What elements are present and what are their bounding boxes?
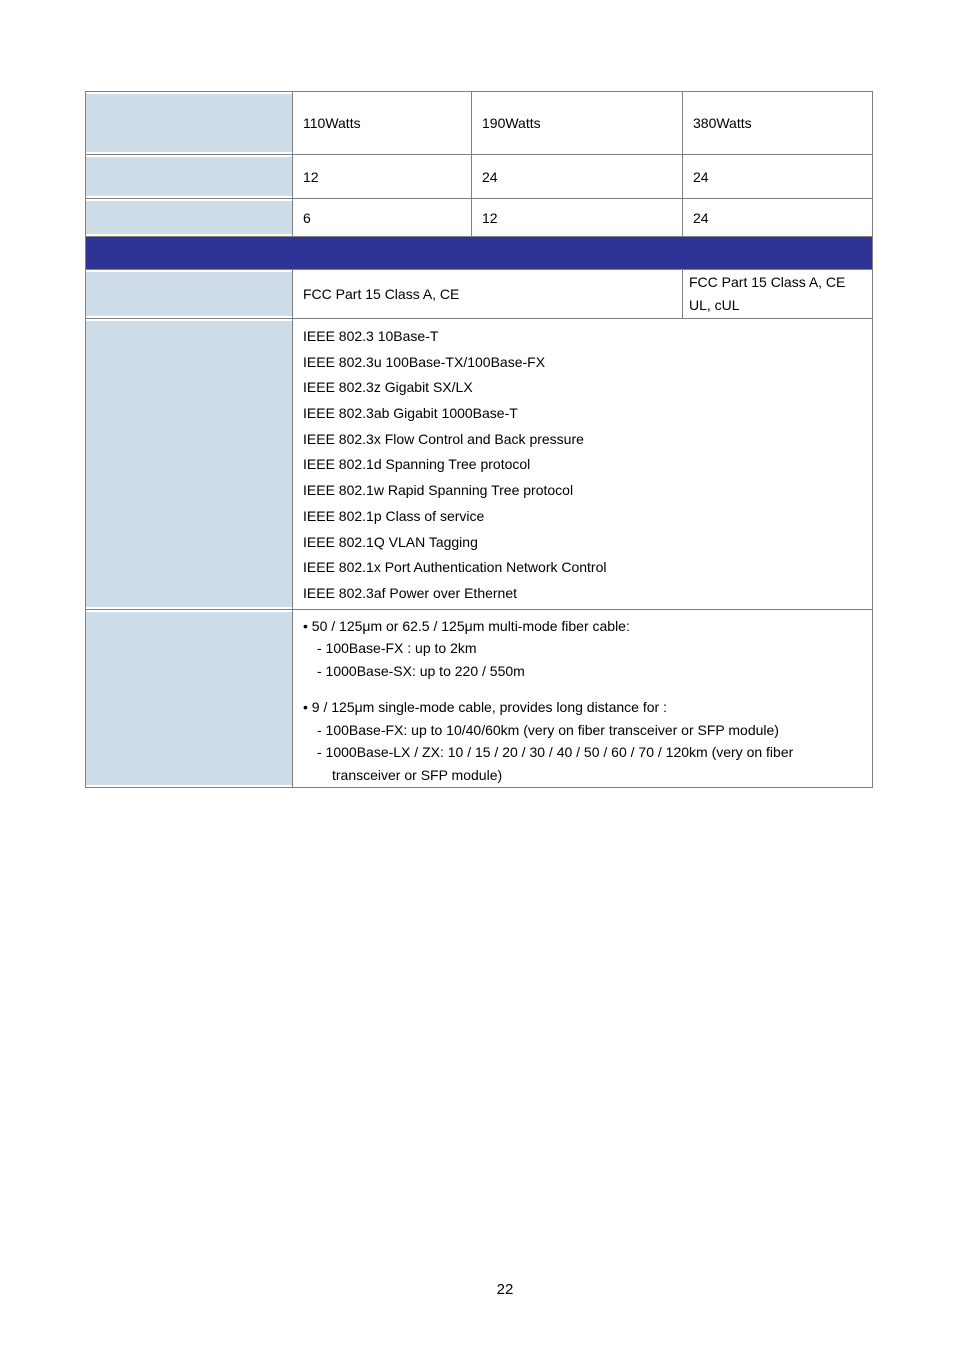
standard-item: IEEE 802.3z Gigabit SX/LX <box>303 379 473 396</box>
ports-cell: 6 <box>293 199 472 237</box>
singlemode-bullet: • 9 / 125μm single-mode cable, provides long distance for : <box>303 699 667 716</box>
standard-item: IEEE 802.1x Port Authentication Network Control <box>303 559 607 576</box>
row-label-cell <box>86 319 293 610</box>
network-media-cell <box>293 609 873 788</box>
standard-item: IEEE 802.1w Rapid Spanning Tree protocol <box>303 482 574 499</box>
standard-item: IEEE 802.1d Spanning Tree protocol <box>303 456 531 473</box>
row-label-cell <box>86 270 293 319</box>
emi-line: FCC Part 15 Class A, CE <box>689 274 846 290</box>
row-label-cell <box>86 92 293 155</box>
standard-item: IEEE 802.3 10Base-T <box>303 328 439 344</box>
power-budget-cell: 380Watts <box>683 92 873 155</box>
page-number: 22 <box>496 1281 514 1298</box>
row-label-cell <box>86 155 293 199</box>
standards-cell <box>293 319 873 610</box>
standard-item: IEEE 802.3x Flow Control and Back pressure <box>303 430 584 447</box>
ports-cell: 12 <box>293 155 472 199</box>
emi-row <box>86 270 873 319</box>
ports-cell: 24 <box>472 155 683 199</box>
ports-row-2 <box>86 199 873 237</box>
row-label-cell <box>86 609 293 788</box>
singlemode-lx-line: - 1000Base-LX / ZX: 10 / 15 / 20 / 30 / 40 / 50 / 60 / 70 / 120km (very on fiber <box>317 744 794 761</box>
spec-table <box>85 91 873 788</box>
row-label-cell <box>86 199 293 237</box>
network-media-row <box>86 609 873 788</box>
singlemode-fx-line: - 100Base-FX: up to 10/40/60km (very on fiber transceiver or SFP module) <box>317 721 779 738</box>
power-budget-row <box>86 92 873 155</box>
ports-cell: 24 <box>683 155 873 199</box>
standard-item: IEEE 802.3u 100Base-TX/100Base-FX <box>303 353 546 370</box>
ports-cell: 12 <box>472 199 683 237</box>
power-budget-cell: 190Watts <box>472 92 683 155</box>
multimode-sx-line: - 1000Base-SX: up to 220 / 550m <box>317 662 525 679</box>
standard-item: IEEE 802.1Q VLAN Tagging <box>303 533 478 550</box>
standard-item: IEEE 802.1p Class of service <box>303 507 485 524</box>
section-header-row <box>86 237 873 270</box>
multimode-fx-line: - 100Base-FX : up to 2km <box>317 640 477 657</box>
multimode-bullet: • 50 / 125μm or 62.5 / 125μm multi-mode fiber cable: <box>303 617 630 634</box>
singlemode-lx-continuation: transceiver or SFP module) <box>332 766 503 783</box>
section-header-bar <box>86 237 873 270</box>
standard-item: IEEE 802.3ab Gigabit 1000Base-T <box>303 405 518 422</box>
ports-row-1 <box>86 155 873 199</box>
standards-row <box>86 319 873 610</box>
paragraph-gap <box>303 682 862 696</box>
ports-cell: 24 <box>683 199 873 237</box>
emi-cell-wide-model <box>683 270 873 319</box>
emi-cell: FCC Part 15 Class A, CE <box>293 270 683 319</box>
standard-item: IEEE 802.3af Power over Ethernet <box>303 584 518 601</box>
power-budget-cell: 110Watts <box>293 92 472 155</box>
emi-line: UL, cUL <box>689 297 740 313</box>
